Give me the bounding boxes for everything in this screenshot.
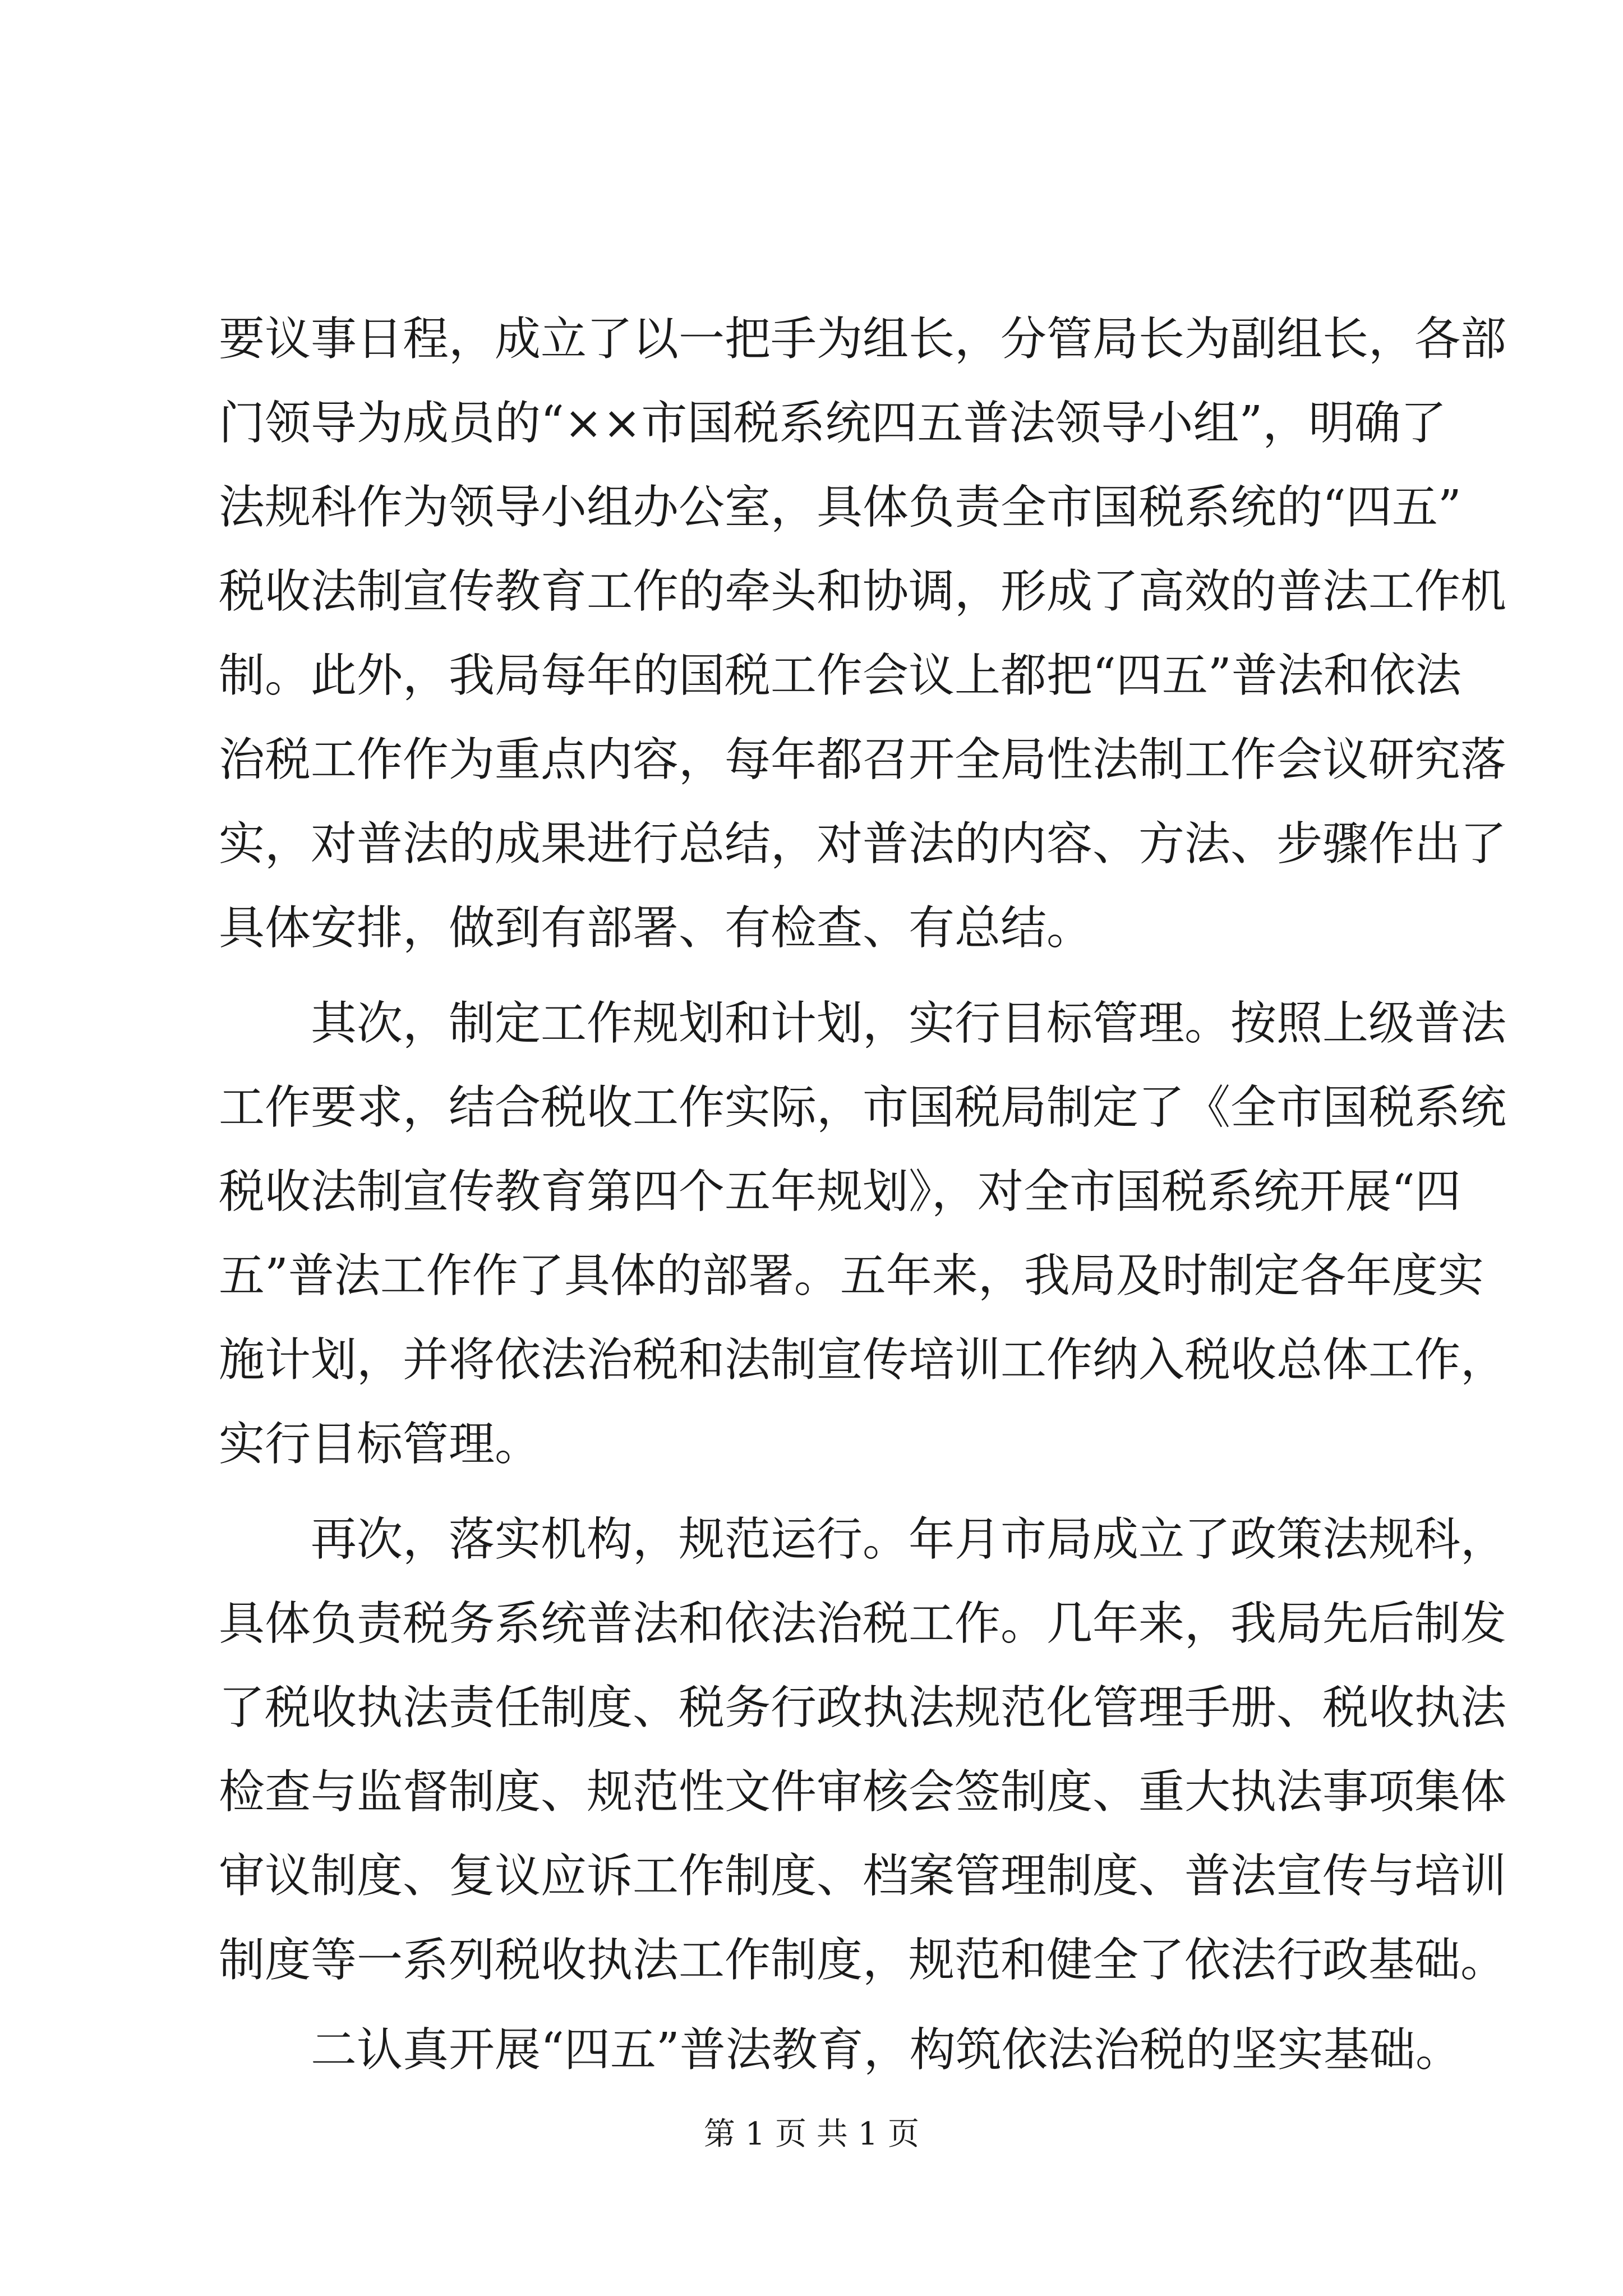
text-line-1: 要议事日程，成立了以一把手为组长，分管局长为副组长，各部 (219, 312, 1507, 366)
page-footer: 第 1 页 共 1 页 (703, 2116, 920, 2152)
text-line-11: 税收法制宣传教育第四个五年规划》，对全市国税系统开展“四 (219, 1165, 1461, 1218)
text-line-17: 了税收执法责任制度、税务行政执法规范化管理手册、税收执法 (219, 1681, 1507, 1734)
text-line-10: 工作要求，结合税收工作实际，市国税局制定了《全市国税系统 (219, 1081, 1507, 1134)
text-line-2: 门领导为成员的“××市国税系统四五普法领导小组”，明确了 (219, 397, 1447, 450)
text-line-3: 法规科作为领导小组办公室，具体负责全市国税系统的“四五” (219, 481, 1461, 534)
text-line-15: 再次，落实机构，规范运行。年月市局成立了政策法规科， (311, 1513, 1507, 1566)
text-line-7: 实，对普法的成果进行总结，对普法的内容、方法、步骤作出了 (219, 817, 1507, 871)
text-line-13: 施计划，并将依法治税和法制宣传培训工作纳入税收总体工作， (219, 1333, 1507, 1387)
text-line-16: 具体负责税务系统普法和依法治税工作。几年来，我局先后制发 (219, 1597, 1507, 1650)
text-line-20: 制度等一系列税收执法工作制度，规范和健全了依法行政基础。 (219, 1934, 1507, 1987)
text-line-19: 审议制度、复议应诉工作制度、档案管理制度、普法宣传与培训 (219, 1849, 1507, 1903)
text-line-4: 税收法制宣传教育工作的牵头和协调，形成了高效的普法工作机 (219, 565, 1507, 618)
text-line-21: 二认真开展“四五”普法教育，构筑依法治税的坚实基础。 (311, 2023, 1461, 2077)
text-line-5: 制。此外，我局每年的国税工作会议上都把“四五”普法和依法 (219, 649, 1461, 702)
text-line-14: 实行目标管理。 (219, 1418, 541, 1471)
text-line-9: 其次，制定工作规划和计划，实行目标管理。按照上级普法 (311, 997, 1507, 1050)
text-line-8: 具体安排，做到有部署、有检查、有总结。 (219, 901, 1093, 955)
text-line-12: 五”普法工作作了具体的部署。五年来，我局及时制定各年度实 (219, 1249, 1484, 1303)
text-line-18: 检查与监督制度、规范性文件审核会签制度、重大执法事项集体 (219, 1765, 1507, 1819)
text-line-6: 治税工作作为重点内容，每年都召开全局性法制工作会议研究落 (219, 733, 1507, 786)
